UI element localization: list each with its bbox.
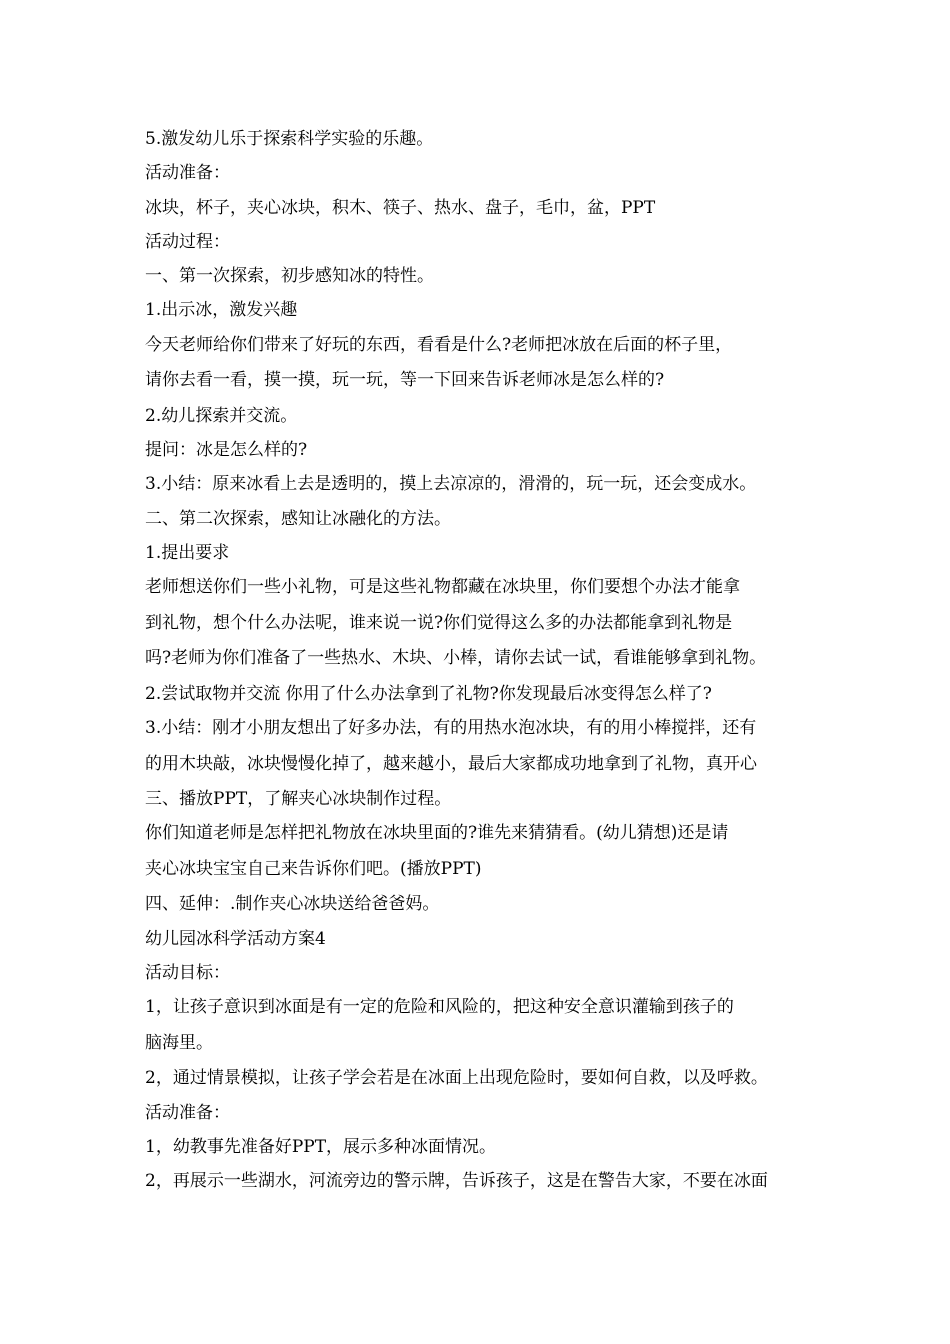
text-line: 2，通过情景模拟，让孩子学会若是在冰面上出现危险时，要如何自救，以及呼救。 [145, 1068, 768, 1089]
text-line: 的用木块敲，冰块慢慢化掉了，越来越小，最后大家都成功地拿到了礼物，真开心 [145, 753, 757, 774]
text-line: 三、播放PPT，了解夹心冰块制作过程。 [145, 789, 452, 810]
text-line: 冰块，杯子，夹心冰块，积木、筷子、热水、盘子，毛巾，盆，PPT [145, 197, 656, 218]
text-line: 2.尝试取物并交流 你用了什么办法拿到了礼物?你发现最后冰变得怎么样了? [145, 683, 712, 704]
section-heading: 活动过程： [145, 231, 230, 252]
text-line: 2.幼儿探索并交流。 [145, 405, 298, 426]
section-heading: 活动准备： [145, 1102, 230, 1123]
text-line: 请你去看一看，摸一摸，玩一玩，等一下回来告诉老师冰是怎么样的? [145, 370, 665, 391]
text-line: 5.激发幼儿乐于探索科学实验的乐趣。 [145, 129, 434, 149]
text-line: 四、延伸：.制作夹心冰块送给爸爸妈。 [145, 894, 440, 915]
text-line: 1，让孩子意识到冰面是有一定的危险和风险的，把这种安全意识灌输到孩子的 [145, 997, 734, 1018]
text-line: 提问：冰是怎么样的? [145, 440, 308, 461]
section-heading: 活动准备： [145, 163, 230, 184]
text-line: 你们知道老师是怎样把礼物放在冰块里面的?谁先来猜猜看。(幼儿猜想)还是请 [145, 823, 729, 844]
text-line: 3.小结：原来冰看上去是透明的，摸上去凉凉的，滑滑的，玩一玩，还会变成水。 [145, 474, 757, 495]
section-heading: 活动目标： [145, 962, 230, 983]
text-line: 脑海里。 [145, 1032, 213, 1053]
text-line: 今天老师给你们带来了好玩的东西，看看是什么?老师把冰放在后面的杯子里， [145, 334, 733, 355]
text-line: 1，幼教事先准备好PPT，展示多种冰面情况。 [145, 1136, 497, 1157]
text-line: 到礼物，想个什么办法呢，谁来说一说?你们觉得这么多的办法都能拿到礼物是 [145, 612, 733, 633]
section-title: 幼儿园冰科学活动方案4 [145, 928, 326, 949]
text-line: 二、第二次探索，感知让冰融化的方法。 [145, 508, 451, 529]
text-line: 1.提出要求 [145, 542, 230, 563]
text-line: 一、第一次探索，初步感知冰的特性。 [145, 266, 434, 287]
document-page [145, 122, 810, 1198]
text-line: 夹心冰块宝宝自己来告诉你们吧。(播放PPT) [145, 858, 482, 879]
text-line: 老师想送你们一些小礼物，可是这些礼物都藏在冰块里，你们要想个办法才能拿 [145, 577, 740, 598]
text-line: 3.小结：刚才小朋友想出了好多办法，有的用热水泡冰块，有的用小棒搅拌，还有 [145, 718, 757, 739]
text-line: 吗?老师为你们准备了一些热水、木块、小棒，请你去试一试，看谁能够拿到礼物。 [145, 648, 767, 669]
text-line: 1.出示冰，激发兴趣 [145, 300, 298, 321]
text-line: 2，再展示一些湖水，河流旁边的警示牌，告诉孩子，这是在警告大家，不要在冰面 [145, 1171, 768, 1192]
